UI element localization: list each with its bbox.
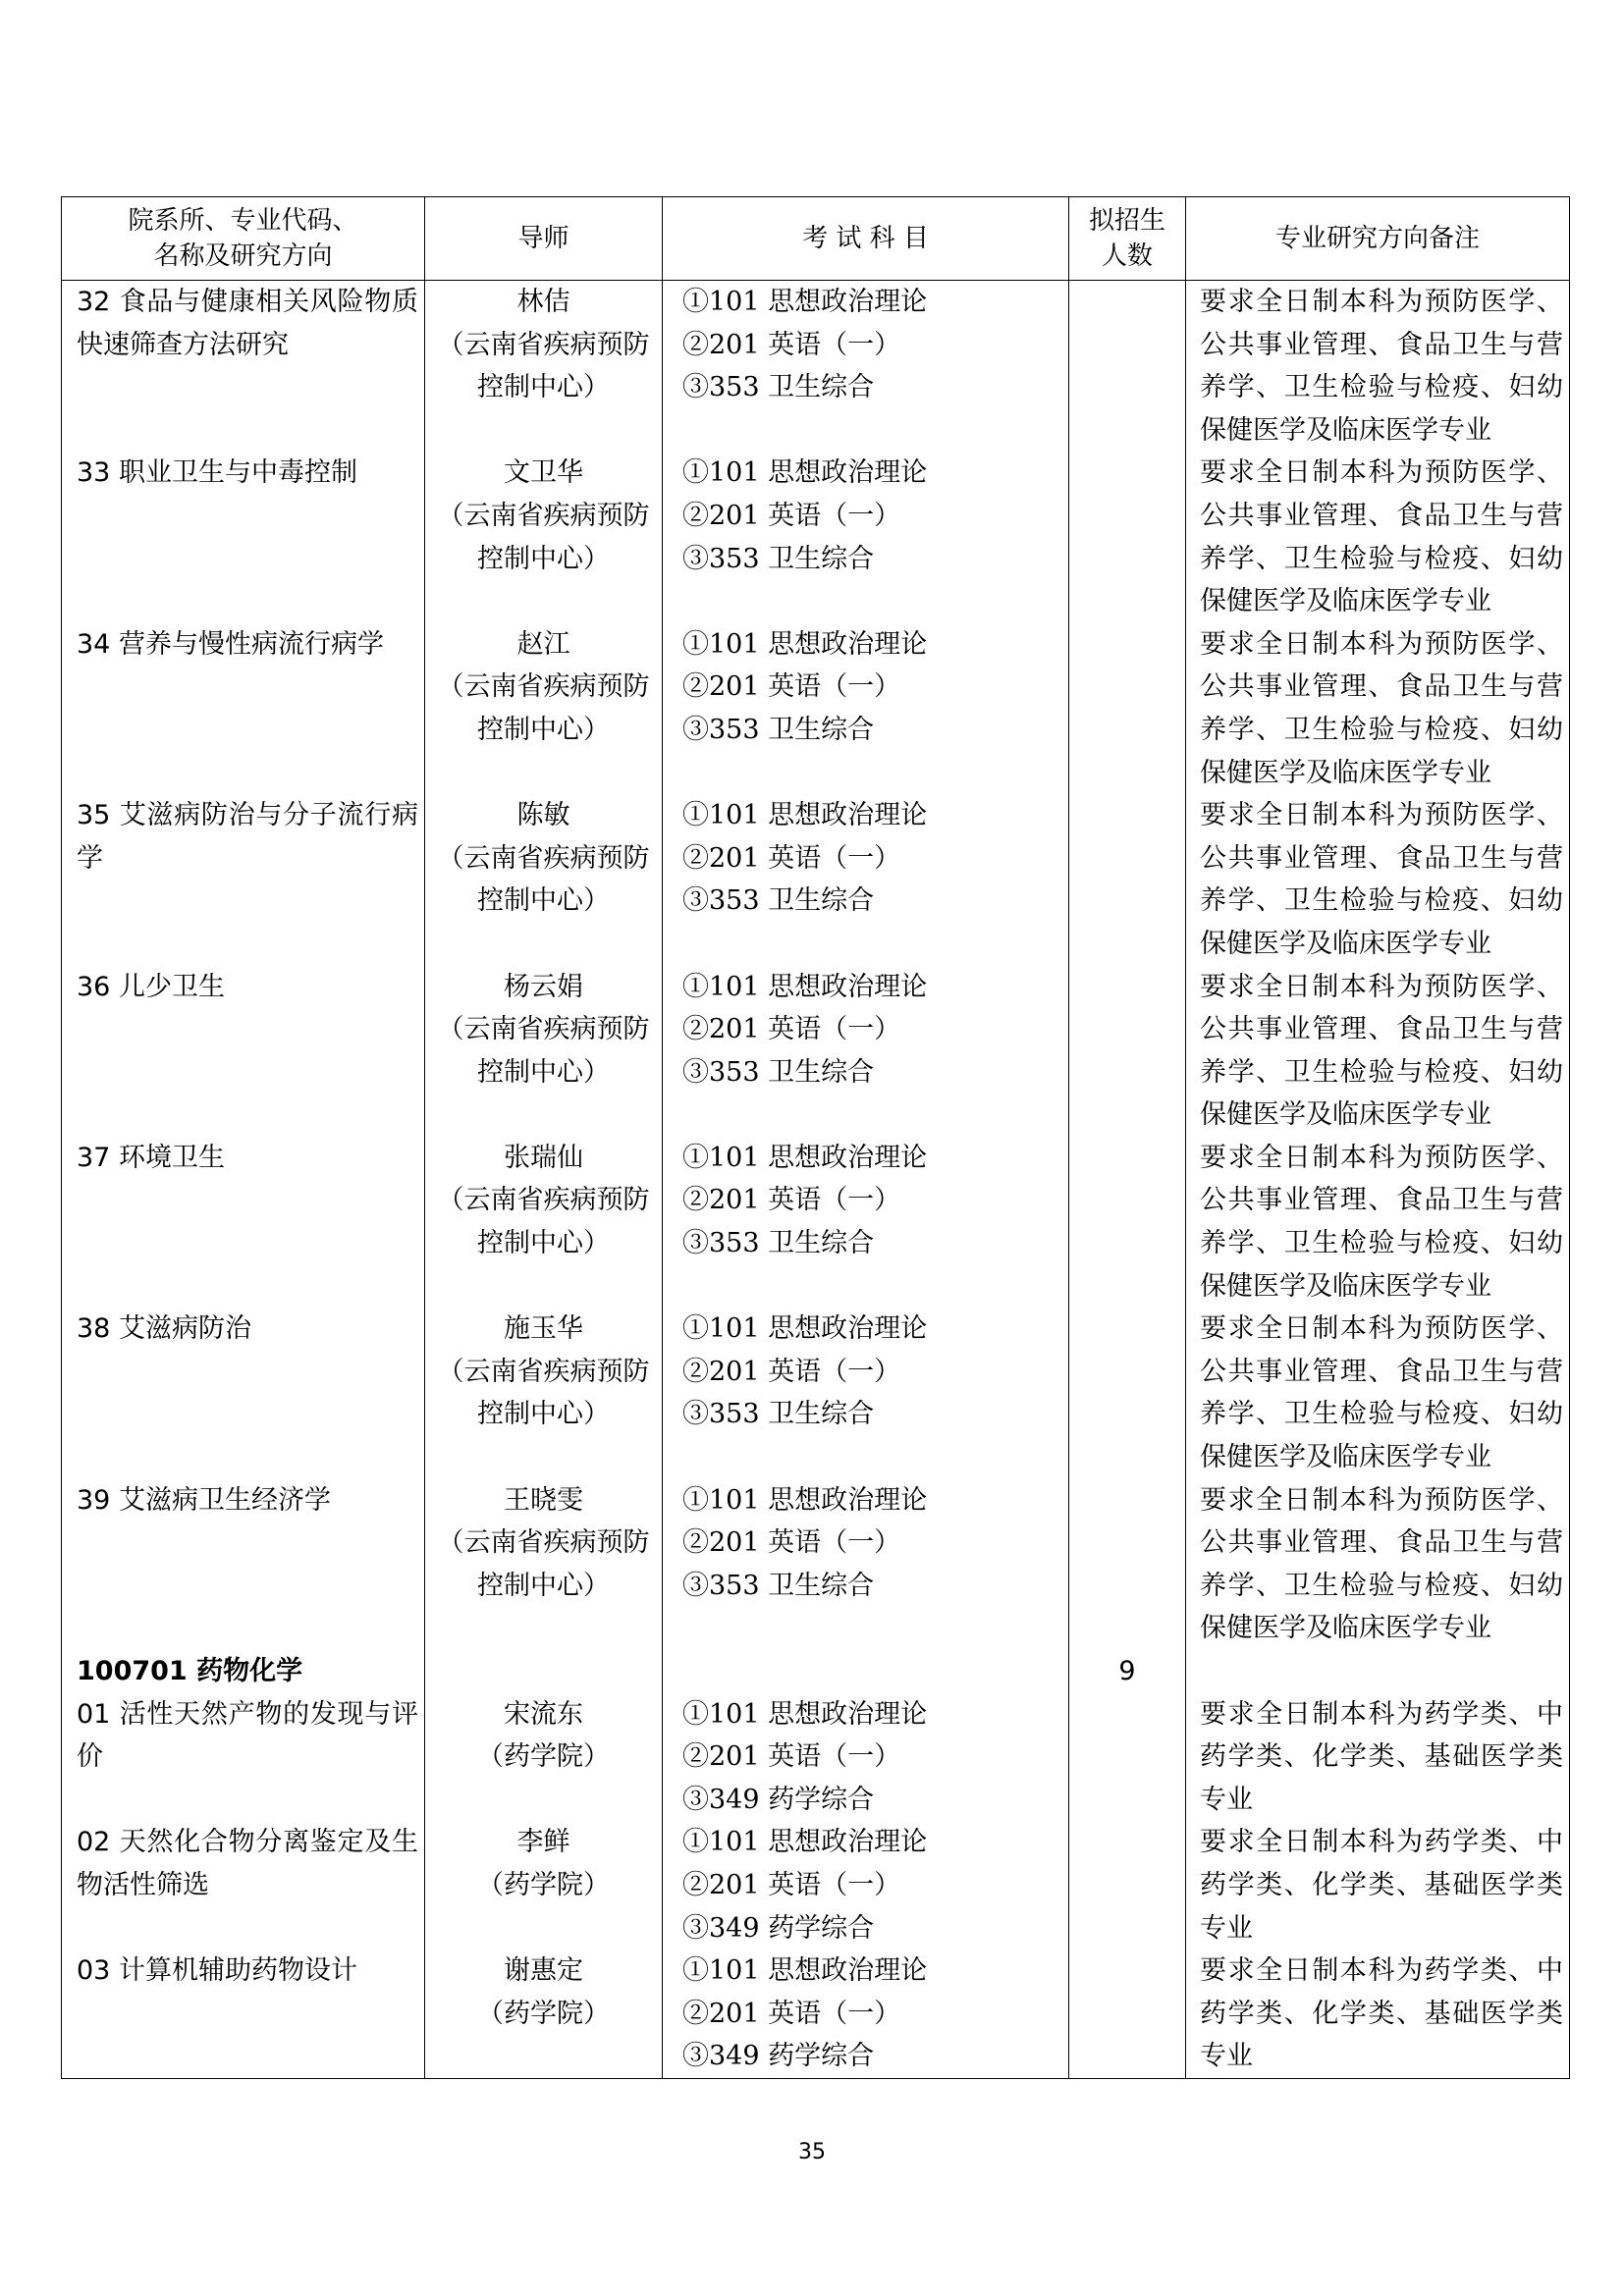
supervisor-institution: （云南省疾病预防控制中心）: [437, 671, 650, 745]
remarks-cell: 要求全日制本科为预防医学、公共事业管理、食品卫生与营养学、卫生检验与检疫、妇幼保健医学及临床医学专业: [1186, 1137, 1570, 1308]
direction-name: 艾滋病卫生经济学: [118, 1484, 331, 1516]
quota-cell: [1069, 966, 1186, 1137]
research-direction-cell: [62, 281, 425, 453]
direction-name: 营养与慢性病流行病学: [118, 628, 384, 660]
research-direction-cell: [62, 452, 425, 622]
exam-subjects-cell: [663, 966, 1069, 1137]
table-body: [62, 281, 1570, 2079]
supervisor-name: 王晓雯: [504, 1484, 583, 1516]
supervisor-institution: （云南省疾病预防控制中心）: [437, 1014, 650, 1088]
direction-name: 艾滋病防治: [118, 1313, 251, 1345]
supervisor-institution: （药学院）: [477, 1741, 610, 1773]
remarks-cell: 要求全日制本科为预防医学、公共事业管理、食品卫生与营养学、卫生检验与检疫、妇幼保健医学及临床医学专业: [1186, 623, 1570, 794]
supervisor-name: 杨云娟: [504, 971, 583, 1002]
supervisor-name: 陈敏: [516, 800, 570, 831]
research-direction-cell: [62, 966, 425, 1137]
supervisor-cell: [425, 1821, 663, 1949]
supervisor-cell: [425, 966, 663, 1137]
remarks-cell: 要求全日制本科为预防医学、公共事业管理、食品卫生与营养学、卫生检验与检疫、妇幼保健医学及临床医学专业: [1186, 281, 1570, 453]
direction-number: 03: [77, 1955, 111, 1987]
direction-number: 38: [77, 1313, 111, 1345]
supervisor-name: 张瑞仙: [504, 1142, 583, 1173]
exam-subject: ③353 卫生综合: [682, 885, 875, 917]
exam-subjects-cell: [663, 1137, 1069, 1308]
supervisor-institution: （云南省疾病预防控制中心）: [437, 329, 650, 403]
remarks-cell: 要求全日制本科为药学类、中药学类、化学类、基础医学类专业: [1186, 1693, 1570, 1822]
supervisor-cell: [425, 281, 663, 453]
exam-subjects-cell: [663, 452, 1069, 622]
supervisor-cell: [425, 794, 663, 965]
header-direction: 院系所、专业代码、 名称及研究方向: [62, 197, 425, 281]
quota-cell: [1069, 1479, 1186, 1650]
table-row: [62, 452, 1570, 622]
table-row: [62, 1137, 1570, 1308]
table-row: [62, 281, 1570, 453]
direction-name: 食品与健康相关风险物质快速筛查方法研究: [77, 287, 419, 360]
exam-subject: ①101 思想政治理论: [682, 1955, 928, 1987]
table-row: [62, 1693, 1570, 1822]
direction-number: 36: [77, 971, 111, 1002]
research-direction-cell: [62, 623, 425, 794]
quota-cell: [1069, 1821, 1186, 1949]
direction-name: 天然化合物分离鉴定及生物活性筛选: [77, 1827, 419, 1900]
direction-number: 33: [77, 457, 111, 489]
research-direction-cell: [62, 1137, 425, 1308]
supervisor-cell: [425, 1693, 663, 1822]
research-direction-cell: [62, 1308, 425, 1478]
exam-subjects-cell: [663, 794, 1069, 965]
exam-subject: ①101 思想政治理论: [682, 1698, 928, 1730]
supervisor-name: 宋流东: [504, 1698, 583, 1730]
remarks-cell: 要求全日制本科为预防医学、公共事业管理、食品卫生与营养学、卫生检验与检疫、妇幼保健医学及临床医学专业: [1186, 1479, 1570, 1650]
exam-subject: ③353 卫生综合: [682, 1570, 875, 1601]
direction-name: 环境卫生: [118, 1142, 225, 1173]
exam-subject: ②201 英语（一）: [682, 1869, 901, 1900]
exam-subject: ②201 英语（一）: [682, 1185, 901, 1216]
major-heading: [62, 1650, 425, 1693]
quota-cell: [1069, 1949, 1186, 2078]
research-direction-cell: [62, 1479, 425, 1650]
header-quota: 拟招生 人数: [1069, 197, 1186, 281]
exam-subjects-cell: [663, 623, 1069, 794]
exam-subjects-cell: [663, 1479, 1069, 1650]
direction-name: 活性天然产物的发现与评价: [77, 1698, 419, 1773]
supervisor-institution: （云南省疾病预防控制中心）: [437, 1527, 650, 1601]
major-name: 药物化学: [196, 1656, 303, 1686]
exam-subject: ①101 思想政治理论: [682, 628, 928, 660]
exam-subject: ③353 卫生综合: [682, 372, 875, 403]
header-notes: 专业研究方向备注: [1186, 197, 1570, 281]
direction-name: 职业卫生与中毒控制: [118, 457, 357, 489]
supervisor-institution: （药学院）: [477, 1869, 610, 1900]
header-supervisor: 导师: [425, 197, 663, 281]
exam-subject: ③353 卫生综合: [682, 1399, 875, 1430]
table-row: [62, 1308, 1570, 1478]
direction-number: 39: [77, 1484, 111, 1516]
supervisor-institution: （云南省疾病预防控制中心）: [437, 842, 650, 917]
supervisor-cell: [425, 1137, 663, 1308]
supervisor-cell: [425, 1308, 663, 1478]
remarks-cell: 要求全日制本科为药学类、中药学类、化学类、基础医学类专业: [1186, 1821, 1570, 1949]
exam-subject: ②201 英语（一）: [682, 842, 901, 874]
direction-number: 02: [77, 1827, 111, 1858]
direction-number: 37: [77, 1142, 111, 1173]
direction-name: 计算机辅助药物设计: [118, 1955, 357, 1987]
remarks-cell: 要求全日制本科为预防医学、公共事业管理、食品卫生与营养学、卫生检验与检疫、妇幼保健医学及临床医学专业: [1186, 966, 1570, 1137]
table-row: [62, 1821, 1570, 1949]
major-code: 100701: [77, 1656, 188, 1686]
exam-subjects-cell: [663, 1693, 1069, 1822]
exam-subject: ②201 英语（一）: [682, 1014, 901, 1045]
exam-subject: ②201 英语（一）: [682, 1741, 901, 1773]
supervisor-cell: [425, 1479, 663, 1650]
quota-cell: [1069, 623, 1186, 794]
exam-subject: ②201 英语（一）: [682, 500, 901, 531]
empty-cell: [425, 1650, 663, 1693]
empty-cell: [1186, 1650, 1570, 1693]
exam-subject: ③349 药学综合: [682, 1784, 875, 1815]
direction-number: 34: [77, 628, 111, 660]
direction-number: 01: [77, 1698, 111, 1730]
research-direction-cell: [62, 1949, 425, 2078]
exam-subject: ①101 思想政治理论: [682, 287, 928, 317]
research-direction-cell: [62, 794, 425, 965]
remarks-cell: 要求全日制本科为药学类、中药学类、化学类、基础医学类专业: [1186, 1949, 1570, 2078]
supervisor-institution: （药学院）: [477, 1998, 610, 2029]
research-direction-cell: [62, 1693, 425, 1822]
supervisor-name: 李鲜: [516, 1827, 570, 1858]
remarks-cell: 要求全日制本科为预防医学、公共事业管理、食品卫生与营养学、卫生检验与检疫、妇幼保健医学及临床医学专业: [1186, 452, 1570, 622]
research-direction-cell: [62, 1821, 425, 1949]
exam-subject: ①101 思想政治理论: [682, 1313, 928, 1345]
exam-subjects-cell: [663, 1821, 1069, 1949]
major-quota: 9: [1069, 1650, 1186, 1693]
supervisor-cell: [425, 452, 663, 622]
remarks-cell: 要求全日制本科为预防医学、公共事业管理、食品卫生与营养学、卫生检验与检疫、妇幼保健医学及临床医学专业: [1186, 794, 1570, 965]
remarks-cell: 要求全日制本科为预防医学、公共事业管理、食品卫生与营养学、卫生检验与检疫、妇幼保健医学及临床医学专业: [1186, 1308, 1570, 1478]
exam-subject: ③353 卫生综合: [682, 714, 875, 745]
exam-subject: ②201 英语（一）: [682, 1527, 901, 1559]
quota-cell: [1069, 1693, 1186, 1822]
major-heading-row: [62, 1650, 1570, 1693]
admissions-catalog-table: [61, 196, 1570, 2079]
supervisor-institution: （云南省疾病预防控制中心）: [437, 1185, 650, 1259]
exam-subject: ②201 英语（一）: [682, 1998, 901, 2029]
table-row: [62, 794, 1570, 965]
table-row: [62, 966, 1570, 1137]
empty-cell: [663, 1650, 1069, 1693]
direction-number: 32: [77, 287, 111, 317]
supervisor-institution: （云南省疾病预防控制中心）: [437, 500, 650, 574]
supervisor-cell: [425, 1949, 663, 2078]
exam-subjects-cell: [663, 1308, 1069, 1478]
exam-subject: ③349 药学综合: [682, 2041, 875, 2072]
exam-subjects-cell: [663, 281, 1069, 453]
header-subjects: 考 试 科 目: [663, 197, 1069, 281]
quota-cell: [1069, 1308, 1186, 1478]
exam-subject: ②201 英语（一）: [682, 671, 901, 703]
exam-subject: ③353 卫生综合: [682, 1228, 875, 1259]
exam-subject: ③353 卫生综合: [682, 1056, 875, 1088]
table-row: [62, 1479, 1570, 1650]
exam-subject: ①101 思想政治理论: [682, 457, 928, 489]
page-number: 35: [798, 2140, 826, 2164]
exam-subject: ①101 思想政治理论: [682, 971, 928, 1002]
supervisor-name: 施玉华: [504, 1313, 583, 1345]
quota-cell: [1069, 452, 1186, 622]
exam-subject: ①101 思想政治理论: [682, 1827, 928, 1858]
exam-subject: ①101 思想政治理论: [682, 800, 928, 831]
quota-cell: [1069, 281, 1186, 453]
exam-subject: ①101 思想政治理论: [682, 1142, 928, 1173]
supervisor-institution: （云南省疾病预防控制中心）: [437, 1356, 650, 1430]
exam-subject: ①101 思想政治理论: [682, 1484, 928, 1516]
exam-subject: ③349 药学综合: [682, 1912, 875, 1944]
supervisor-name: 林佶: [516, 287, 570, 317]
table-row: [62, 1949, 1570, 2078]
exam-subjects-cell: [663, 1949, 1069, 2078]
direction-name: 儿少卫生: [118, 971, 225, 1002]
exam-subject: ②201 英语（一）: [682, 1356, 901, 1387]
exam-subject: ②201 英语（一）: [682, 329, 901, 360]
quota-cell: [1069, 1137, 1186, 1308]
exam-subject: ③353 卫生综合: [682, 543, 875, 574]
table-row: [62, 623, 1570, 794]
quota-cell: [1069, 794, 1186, 965]
supervisor-name: 文卫华: [504, 457, 583, 489]
direction-number: 35: [77, 800, 111, 831]
supervisor-name: 谢惠定: [504, 1955, 583, 1987]
supervisor-name: 赵江: [516, 628, 570, 660]
table-header-row: [62, 197, 1570, 281]
direction-name: 艾滋病防治与分子流行病学: [77, 800, 419, 874]
supervisor-cell: [425, 623, 663, 794]
